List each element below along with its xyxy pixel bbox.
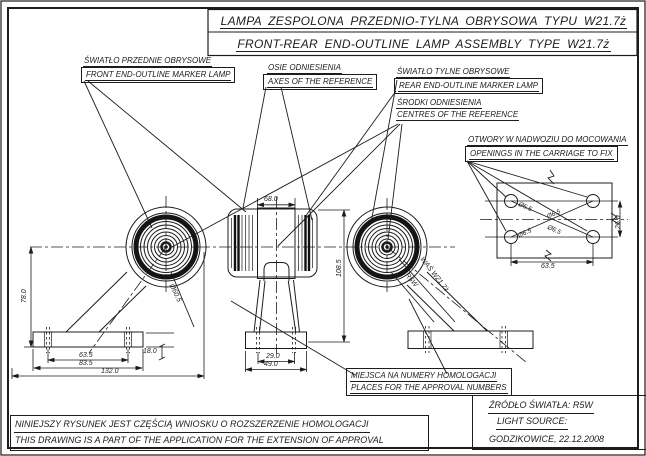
dim-hole-diameter: Ø6.5: [546, 224, 562, 237]
callout-axes: [263, 62, 377, 90]
dim-body-width: 68.0: [264, 196, 278, 203]
callout-openings-en-box: [465, 146, 618, 162]
dim-hole-diameter: Ø6.5: [517, 201, 533, 214]
callout-approval-en: PLACES FOR THE APPROVAL NUMBERS: [351, 383, 507, 392]
callout-front-lamp-en-box: [81, 67, 235, 83]
dim-overall-height: 108.5: [336, 259, 343, 277]
note-light-source-en: LIGHT SOURCE:: [496, 414, 568, 430]
note-extension: [10, 415, 429, 451]
dim-hole-diameter: Ø6.5: [546, 208, 562, 221]
callout-openings-pl: OTWORY W NADWOZIU DO MOCOWANIA: [468, 135, 627, 144]
dim-foot-holes-left: 63.5: [79, 352, 93, 359]
marking-lens-type: WAŚ W21.7ż: [418, 256, 450, 294]
dim-pattern-width: 63.5: [541, 263, 555, 270]
callout-openings-en: OPENINGS IN THE CARRIAGE TO FIX: [470, 149, 613, 158]
note-place-date: GODZIKOWICE, 22.12.2008: [488, 432, 605, 448]
callout-rear-lamp-pl: ŚWIATŁO TYLNE OBRYSOWE: [397, 67, 510, 76]
callout-front-lamp-pl: ŚWIATŁO PRZEDNIE OBRYSOWE: [84, 56, 212, 65]
top-view-dims: [246, 198, 351, 372]
note-extension-pl: NINIEJSZY RYSUNEK JEST CZĘŚCIĄ WNIOSKU O ROZSZERZENIE HOMOLOGACJI: [14, 417, 370, 433]
title-en-text: FRONT-REAR END-OUTLINE LAMP ASSEMBLY TYPE W21.7ż: [237, 37, 610, 51]
title-pl-text: LAMPA ZESPOLONA PRZEDNIO-TYLNA OBRYSOWA TYPU W21.7ż: [220, 14, 627, 28]
note-extension-en: THIS DRAWING IS A PART OF THE APPLICATION FOR THE EXTENSION OF APPROVAL: [14, 433, 385, 449]
callout-approval-pl: MIEJSCA NA NUMERY HOMOLOGACJI: [351, 371, 497, 380]
dim-height-to-axis: 78.0: [21, 289, 28, 303]
callout-axes-en: AXES OF THE REFERENCE: [268, 77, 373, 86]
callout-axes-en-box: [263, 74, 377, 90]
dim-hole-diameter: Ø6.5: [517, 227, 533, 240]
callout-rear-lamp-en-box: [394, 78, 543, 94]
callout-rear-lamp: [394, 66, 543, 94]
callout-approval: [346, 368, 512, 396]
callout-centres-en: CENTRES OF THE REFERENCE: [397, 110, 519, 119]
note-light-source-pl: ŹRÓDŁO ŚWIATŁA: R5W: [488, 398, 594, 414]
callout-centres-pl: ŚRODKI ODNIESIENIA: [397, 98, 482, 107]
title-pl: [209, 14, 638, 29]
dim-pattern-height: 26.0: [615, 215, 622, 229]
callout-rear-lamp-en: REAR END-OUTLINE MARKER LAMP: [399, 81, 539, 90]
dim-foot-width-left: 83.5: [79, 360, 93, 367]
dim-foot-width-mid: 49.0: [264, 361, 278, 368]
dim-overall-width: 132.0: [101, 368, 119, 375]
callout-openings: [465, 134, 628, 162]
front-lamp-view: [33, 207, 206, 353]
callout-front-lamp-en: FRONT END-OUTLINE MARKER LAMP: [86, 70, 231, 79]
dim-foot-holes-mid: 29.0: [266, 353, 280, 360]
note-light-source: [472, 395, 646, 450]
callout-centres: [396, 97, 519, 121]
marking-bulb-type: R5W: [403, 272, 419, 289]
dim-foot-height: 18.0: [143, 348, 157, 355]
top-view: [228, 208, 317, 353]
callout-front-lamp: [81, 55, 235, 83]
left-lens-hatch: [232, 215, 253, 271]
callout-axes-pl: OSIE ODNIESIENIA: [268, 63, 341, 72]
title-en: [209, 37, 638, 52]
dim-lens-diameter: Ø60.5: [167, 283, 183, 304]
